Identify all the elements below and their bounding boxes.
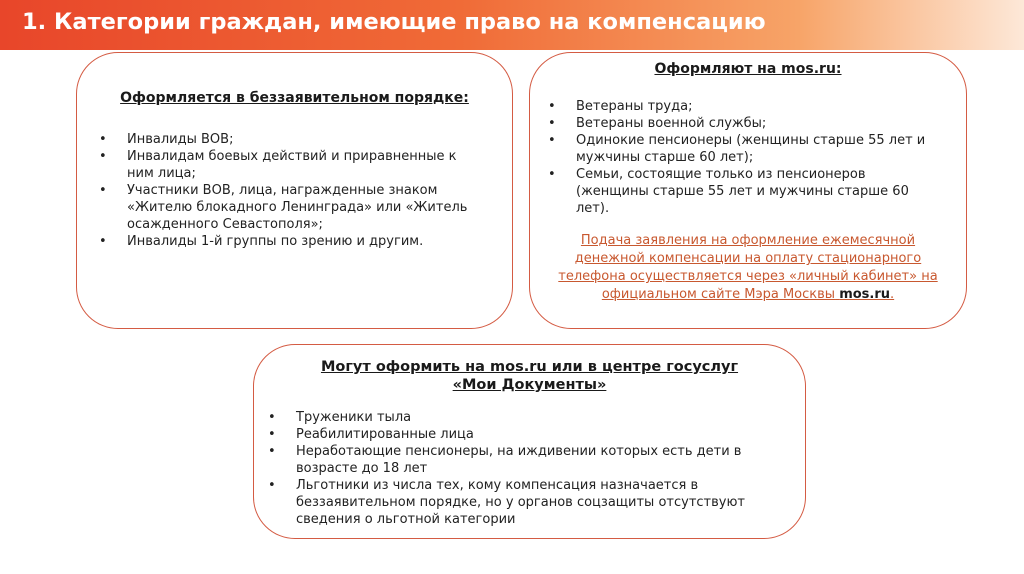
bullet-icon: • [268, 478, 276, 493]
list-item-text: Инвалидам боевых действий и приравненные к ним лица; [127, 149, 457, 181]
list-item-text: Участники ВОВ, лица, награжденные знаком «Жителю блокадного Ленинграда» или «Житель осажденного Севастополя»; [127, 183, 468, 232]
mosru-heading: Оформляют на mos.ru: [654, 61, 842, 77]
list-item-text: Неработающие пенсионеры, на иждивении которых есть дети в возрасте до 18 лет [296, 444, 742, 476]
list-item [268, 426, 775, 443]
bullet-icon: • [99, 132, 107, 147]
list-item-text: Ветераны труда; [576, 99, 693, 114]
list-item [268, 443, 775, 477]
bullet-icon: • [99, 234, 107, 249]
list-item-text: Инвалиды 1-й группы по зрению и другим. [127, 234, 424, 249]
list-item [548, 132, 940, 166]
heading-line-1: Могут оформить на mos.ru или в центре госуслуг [320, 359, 739, 375]
bullet-icon: • [99, 183, 107, 198]
mosru-or-center-panel [253, 344, 806, 539]
slide-title: 1. Категории граждан, имеющие право на компенсацию [22, 9, 766, 35]
bullet-icon: • [548, 133, 556, 148]
bullet-icon: • [548, 116, 556, 131]
bullet-icon: • [99, 149, 107, 164]
list-item [99, 233, 486, 250]
bullet-icon: • [268, 410, 276, 425]
bullet-icon: • [548, 167, 556, 182]
list-item-text: Труженики тыла [296, 410, 412, 425]
list-item [99, 131, 486, 148]
list-item-text: Реабилитированные лица [296, 427, 474, 442]
list-item [548, 166, 940, 217]
auto-enrollment-list [99, 131, 486, 250]
auto-enrollment-heading: Оформляется в беззаявительном порядке: [120, 90, 469, 106]
list-item-text: Льготники из числа тех, кому компенсация назначается в беззаявительном порядке, но у органов соцзащиты отсутствуют сведения о льготной категории [296, 478, 745, 527]
bullet-icon: • [548, 99, 556, 114]
list-item [268, 409, 775, 426]
mosru-list [548, 98, 940, 217]
mosru-site-link[interactable]: mos.ru [839, 287, 891, 302]
list-item-text: Инвалиды ВОВ; [127, 132, 234, 147]
list-item [548, 98, 940, 115]
heading-line-2: «Мои Документы» [452, 377, 607, 393]
bullet-icon: • [268, 444, 276, 459]
note-end: . [890, 287, 895, 302]
mosru-panel [529, 52, 967, 329]
list-item [99, 148, 486, 182]
mosru-or-center-list [268, 409, 775, 528]
list-item-text: Семьи, состоящие только из пенсионеров (женщины старше 55 лет и мужчины старше 60 лет). [576, 167, 909, 216]
list-item [268, 477, 775, 528]
auto-enrollment-panel [76, 52, 513, 329]
list-item [548, 115, 940, 132]
list-item [99, 182, 486, 233]
list-item-text: Одинокие пенсионеры (женщины старше 55 лет и мужчины старше 60 лет); [576, 133, 926, 165]
application-note-text: Подача заявления на оформление ежемесячной денежной компенсации на оплату стационарного телефона осуществляется через «личный кабинет» на официальном сайте Мэра Москвы [558, 233, 938, 302]
title-bar [0, 0, 1024, 50]
bullet-icon: • [268, 427, 276, 442]
mosru-or-center-heading [274, 358, 785, 394]
list-item-text: Ветераны военной службы; [576, 116, 767, 131]
application-note-link[interactable] [548, 232, 948, 304]
